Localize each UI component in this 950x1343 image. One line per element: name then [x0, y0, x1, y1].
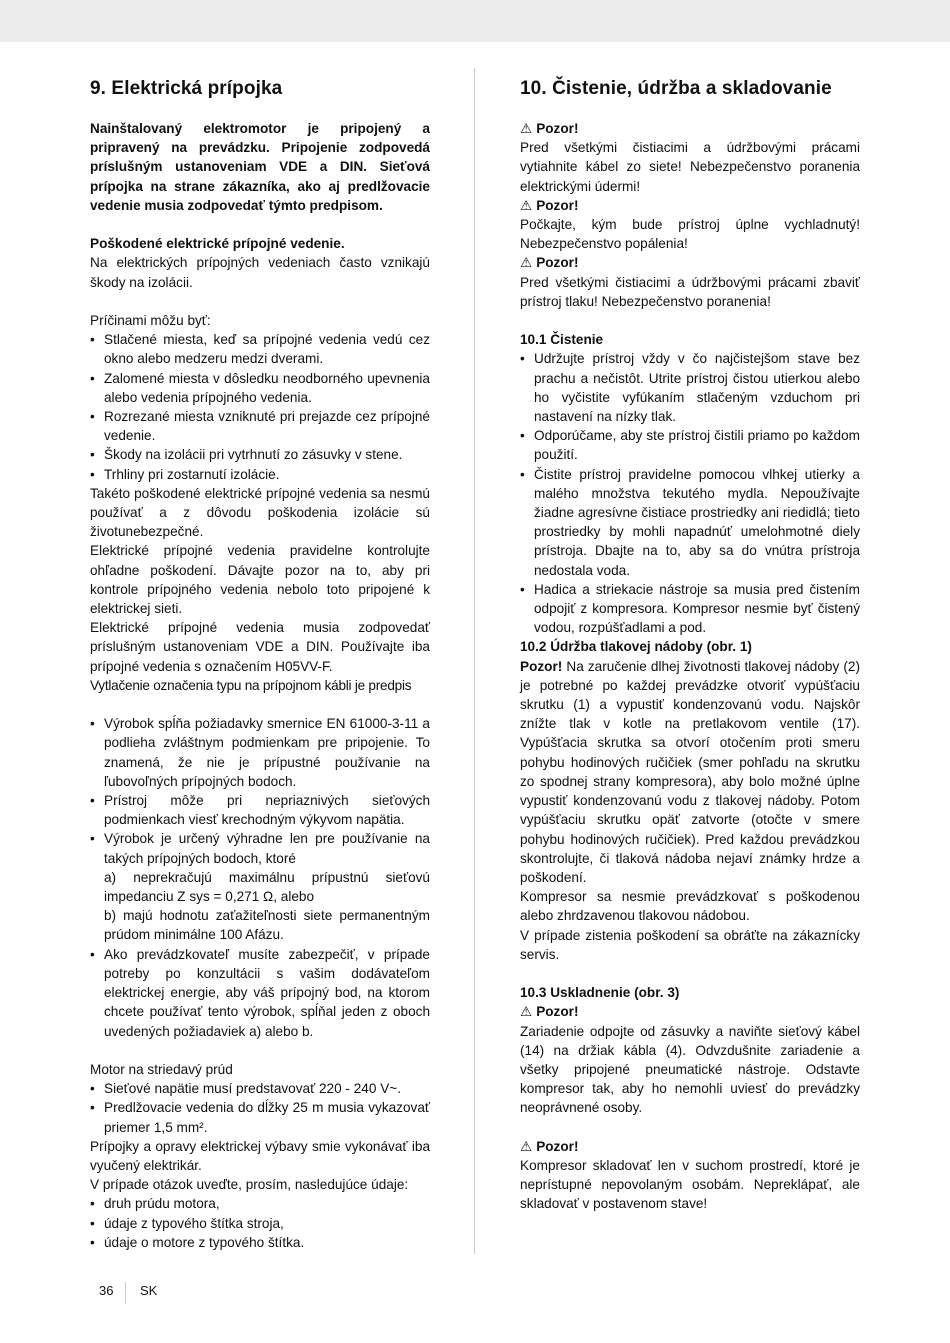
- list-item: • Zalomené miesta v dôsledku neodborného upevnenia alebo vedenia prípojného vedenia.: [90, 369, 430, 407]
- list-item-line: • Výrobok je určený výhradne len pre používanie na takých prípojných bodoch, ktoré: [104, 831, 430, 866]
- warning-label: ⚠ Pozor!: [520, 1004, 579, 1020]
- list-item: • Hadica a striekacie nástroje sa musia pred čistením odpojiť z kompresora. Kompresor nesmie byť čistený vodou, rozpúšťadlami a pod.: [520, 580, 860, 638]
- section-10-3-text-2: Kompresor skladovať len v suchom prostredí, ktoré je neprístupné nepovolaným osobám. Nepreklápať, ale skladovať v postavenom stave!: [520, 1157, 860, 1212]
- list-item: • údaje o motore z typového štítka.: [90, 1233, 430, 1252]
- list-item: • Udržujte prístroj vždy v čo najčistejšom stave bez prachu a nečistôt. Utrite prístroj čistou utierkou alebo ho vyčistite vyfúkaním stlačeným vzduchom pri nastavení na nízky tlak.: [520, 349, 860, 426]
- list-item: • Predlžovacie vedenia do dĺžky 25 m musia vykazovať priemer 1,5 mm².: [90, 1098, 430, 1136]
- section-10-3-title: 10.3 Uskladnenie (obr. 3): [520, 985, 680, 1001]
- list-item: • Ako prevádzkovateľ musíte zabezpečiť, v prípade potreby po konzultácii s vašim dodávateľom elektrickej energie, aby váš prípojný bod, na ktorom chcete používať tento výrobok, spĺňal jeden z oboch uvedených požiadaviek a) alebo b.: [90, 945, 430, 1041]
- warning-label: ⚠ Pozor!: [520, 255, 579, 271]
- top-gray-band: [0, 0, 950, 42]
- section-9-heading: 9. Elektrická prípojka: [90, 78, 283, 99]
- body-paragraph: Elektrické prípojné vedenia musia zodpovedať príslušným ustanoveniam VDE a DIN. Používajte iba prípojné vedenia s označením H05VV-F.: [90, 620, 430, 674]
- damaged-cable-text: Na elektrických prípojných vedeniach často vznikajú škody na izolácii.: [90, 255, 430, 290]
- warning-icon: ⚠: [520, 1004, 533, 1020]
- warning-icon: ⚠: [520, 255, 533, 271]
- right-column: [520, 78, 860, 1214]
- list-item: • Rozrezané miesta vzniknuté pri prejazde cez prípojné vedenie.: [90, 407, 430, 445]
- list-item-line: a) neprekračujú maximálnu prípustnú sieťovú impedanciu Z sys = 0,271 Ω, alebo: [104, 869, 430, 905]
- body-paragraph: Elektrické prípojné vedenia pravidelne kontrolujte ohľadne poškodení. Dávajte pozor na to, aby pri kontrole prípojného vedenia nebolo toto pripojené k elektrickej sieti.: [90, 543, 430, 617]
- list-item: [90, 829, 430, 944]
- list-item: • Stlačené miesta, keď sa prípojné vedenia vedú cez okno alebo medzeru medzi dverami.: [90, 330, 430, 368]
- damaged-cable-title: Poškodené elektrické prípojné vedenie.: [90, 236, 345, 252]
- list-item: • Sieťové napätie musí predstavovať 220 - 240 V~.: [90, 1079, 430, 1098]
- list-item-line: b) majú hodnotu zaťažiteľnosti siete permanentným prúdom minimálne 100 Afázu.: [104, 908, 430, 943]
- section-10-heading: 10. Čistenie, údržba a skladovanie: [520, 78, 832, 99]
- body-paragraph: V prípade otázok uveďte, prosím, nasledujúce údaje:: [90, 1177, 409, 1193]
- intro-paragraph: Nainštalovaný elektromotor je pripojený a pripravený na prevádzku. Pripojenie zodpovedá príslušným ustanoveniam VDE a DIN. Sieťová prípojka na strane zákazníka, ako aj predlžovacie vedenie musia zodpovedať týmto predpisom.: [90, 121, 430, 213]
- list-item: • Trhliny pri zostarnutí izolácie.: [90, 465, 430, 484]
- column-divider: [474, 68, 475, 1254]
- body-paragraph: Kompresor sa nesmie prevádzkovať s poškodenou alebo zhrdzavenou tlakovou nádobou.: [520, 889, 860, 924]
- motor-list: [90, 1079, 430, 1137]
- warning-icon: ⚠: [520, 197, 533, 213]
- footer-divider: [125, 1282, 126, 1304]
- warning-label: ⚠ Pozor!: [520, 197, 579, 213]
- info-list: [90, 1194, 430, 1252]
- warning-text: Pred všetkými čistiacimi a údržbovými prácami zbaviť prístroj tlaku! Nebezpečenstvo poranenia!: [520, 274, 860, 309]
- list-item: • Odporúčame, aby ste prístroj čistili priamo po každom použití.: [520, 426, 860, 464]
- body-paragraph: V prípade zistenia poškodení sa obráťte na zákaznícky servis.: [520, 927, 860, 962]
- list-item: • druh prúdu motora,: [90, 1194, 430, 1213]
- left-column: [90, 78, 430, 1252]
- warning-text: Počkajte, kým bude prístroj úplne vychladnutý! Nebezpečenstvo popálenia!: [520, 217, 860, 252]
- warning-icon: ⚠: [520, 1138, 533, 1154]
- language-code: SK: [140, 1283, 158, 1298]
- page-footer: [99, 1282, 158, 1300]
- warning-label: ⚠ Pozor!: [520, 121, 579, 136]
- warning-label: ⚠ Pozor!: [520, 1138, 579, 1154]
- list-item: • Škody na izolácii pri vytrhnutí zo zásuvky v stene.: [90, 445, 430, 464]
- requirements-list: [90, 714, 430, 1040]
- warning-text: Pred všetkými čistiacimi a údržbovými prácami vytiahnite kábel zo siete! Nebezpečenstvo poranenia elektrickými údermi!: [520, 140, 860, 194]
- section-10-2-text: Pozor! Na zaručenie dlhej životnosti tlakovej nádoby (2) je potrebné po každej prevádzke otvoriť vypúšťaciu skrutku (1) a vypustiť kondenzovanú vodu. Najskôr znížte tlak v kotle na pretlakovom ventile (17). Vypúšťacia skrutka sa otvorí otočením proti smeru pohybu hodinových ručičiek (smer pohľadu na skrutku zo spodnej strany kompresora), aby bolo možné úplne vypustiť kondenzovanú vodu z tlakovej nádoby. Potom vypúšťaciu skrutku opäť zatvorte (otočte v smere pohybu hodinových ručičiek). Pred každou prevádzkou skontrolujte, či tlaková nádoba nejaví známky hrdze a poškodení.: [520, 658, 860, 885]
- section-10-2-title: 10.2 Údržba tlakovej nádoby (obr. 1): [520, 639, 752, 655]
- warning-icon: ⚠: [520, 121, 533, 136]
- section-10-3-text: Zariadenie odpojte od zásuvky a naviňte sieťový kábel (14) na držiak kábla (4). Odvzdušnite zariadenie a všetky pripojené pneumatické nástroje. Odstavte kompresor tak, aby ho nemohli uviesť do prevádzky neoprávnené osoby.: [520, 1023, 860, 1116]
- list-item: • Výrobok spĺňa požiadavky smernice EN 61000-3-11 a podlieha zvláštnym podmienkam pre pripojenie. To znamená, že nie je prípustné používanie na ľubovoľných prípojných bodoch.: [90, 714, 430, 791]
- body-paragraph: Prípojky a opravy elektrickej výbavy smie vykonávať iba vyučený elektrikár.: [90, 1138, 430, 1173]
- motor-title: Motor na striedavý prúd: [90, 1061, 233, 1077]
- list-item: • údaje z typového štítka stroja,: [90, 1214, 430, 1233]
- causes-list: [90, 330, 430, 484]
- list-item: • Čistite prístroj pravidelne pomocou vlhkej utierky a malého množstva tekutého mydla. Nepoužívajte žiadne agresívne čistiace prostriedky ani riedidlá; tieto prostriedky by mohli napadnúť umelohmotné diely prístroja. Dbajte na to, aby sa do vnútra prístroja nedostala voda.: [520, 465, 860, 580]
- body-paragraph: Vytlačenie označenia typu na prípojnom kábli je predpis: [90, 677, 412, 693]
- cleaning-list: [520, 349, 860, 637]
- body-paragraph: Takéto poškodené elektrické prípojné vedenia sa nesmú používať a z dôvodu poškodenia izolácie sú životunebezpečné.: [90, 485, 430, 540]
- causes-intro: Príčinami môžu byť:: [90, 313, 211, 328]
- list-item: • Prístroj môže pri nepriaznivých sieťových podmienkach viesť krechodným výkyvom napätia.: [90, 791, 430, 829]
- section-10-1-title: 10.1 Čistenie: [520, 332, 604, 348]
- page-number: 36: [99, 1283, 114, 1298]
